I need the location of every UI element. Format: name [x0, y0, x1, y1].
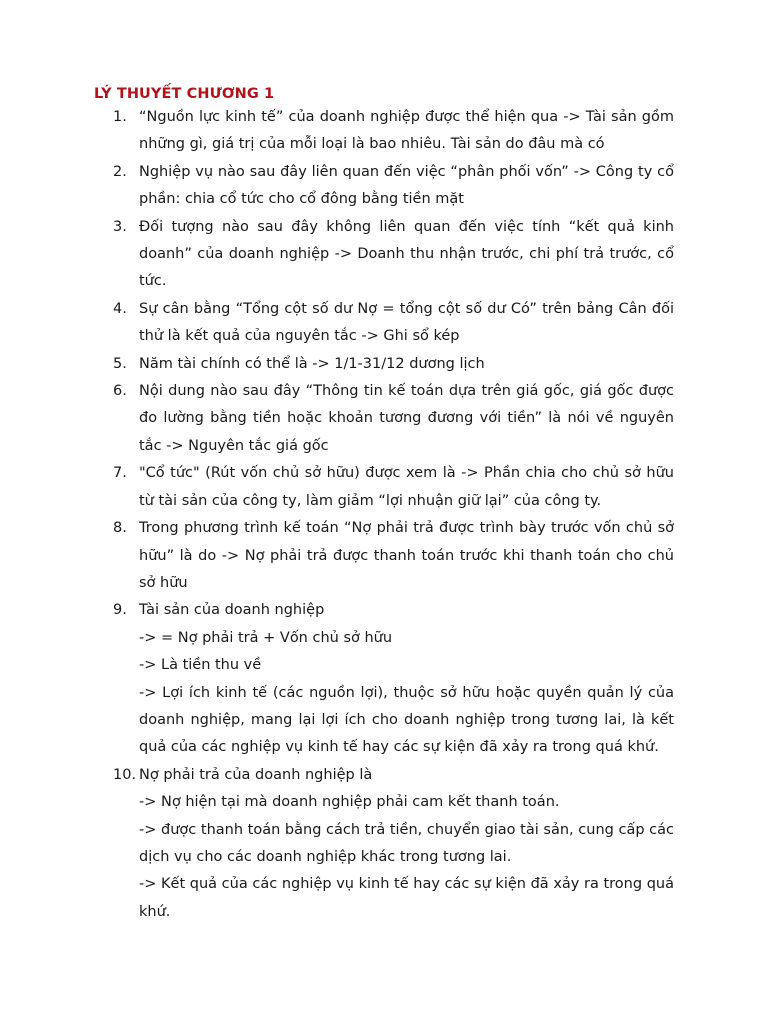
- item-line: -> Lợi ích kinh tế (các nguồn lợi), thuộc sở hữu hoặc quyền quản lý của doanh nghiệp, mang lại lợi ích cho doanh nghiệp trong tương lai, là kết quả của các nghiệp vụ kinh tế hay các sự kiện đã xảy ra trong quá khứ.: [139, 684, 674, 756]
- question-list: [0, 104, 768, 926]
- item-line: Tài sản của doanh nghiệp: [139, 602, 325, 619]
- list-item-2: [0, 159, 768, 214]
- item-line: -> Là tiền thu về: [139, 657, 262, 674]
- item-number: 10.: [113, 766, 137, 783]
- item-number: 2.: [113, 163, 127, 180]
- item-number: 6.: [113, 383, 127, 400]
- list-item-9: [0, 597, 768, 761]
- item-number: 8.: [113, 520, 127, 537]
- list-item-6: [0, 378, 768, 460]
- document-title: LÝ THUYẾT CHƯƠNG 1: [94, 86, 275, 102]
- item-text: "Cổ tức" (Rút vốn chủ sở hữu) được xem là -> Phần chia cho chủ sở hữu từ tài sản của công ty, làm giảm “lợi nhuận giữ lại” của công ty.: [139, 465, 674, 509]
- item-line: -> = Nợ phải trả + Vốn chủ sở hữu: [139, 629, 393, 646]
- item-line: -> Kết quả của các nghiệp vụ kinh tế hay các sự kiện đã xảy ra trong quá khứ.: [139, 876, 674, 920]
- item-number: 4.: [113, 300, 127, 317]
- item-text: Nghiệp vụ nào sau đây liên quan đến việc “phân phối vốn” -> Công ty cổ phần: chia cổ tức cho cổ đông bằng tiền mặt: [139, 163, 674, 208]
- item-line: -> Nợ hiện tại mà doanh nghiệp phải cam kết thanh toán.: [139, 794, 560, 811]
- list-item-3: [0, 214, 768, 296]
- item-text: Đối tượng nào sau đây không liên quan đến việc tính “kết quả kinh doanh” của doanh nghiệp -> Doanh thu nhận trước, chi phí trả trước, cổ tức.: [139, 218, 674, 290]
- item-line: Nợ phải trả của doanh nghiệp là: [139, 766, 373, 783]
- item-text: Nội dung nào sau đây “Thông tin kế toán dựa trên giá gốc, giá gốc được đo lường bằng tiền hoặc khoản tương đương với tiền” là nói về nguyên tắc -> Nguyên tắc giá gốc: [139, 383, 674, 454]
- item-number: 7.: [113, 465, 127, 482]
- list-item-1: [0, 104, 768, 159]
- list-item-5: [0, 351, 768, 378]
- item-text: Năm tài chính có thể là -> 1/1-31/12 dương lịch: [139, 355, 485, 372]
- item-text: “Nguồn lực kinh tế” của doanh nghiệp được thể hiện qua -> Tài sản gồm những gì, giá trị của mỗi loại là bao nhiêu. Tài sản do đâu mà có: [139, 109, 674, 153]
- item-number: 5.: [113, 355, 127, 372]
- item-text: Sự cân bằng “Tổng cột số dư Nợ = tổng cột số dư Có” trên bảng Cân đối thử là kết quả của nguyên tắc -> Ghi sổ kép: [139, 300, 674, 345]
- list-item-7: [0, 460, 768, 515]
- list-item-4: [0, 296, 768, 351]
- item-number: 9.: [113, 602, 127, 619]
- item-line: -> được thanh toán bằng cách trả tiền, chuyển giao tài sản, cung cấp các dịch vụ cho các doanh nghiệp khác trong tương lai.: [139, 821, 674, 865]
- item-number: 3.: [113, 218, 127, 235]
- list-item-8: [0, 515, 768, 597]
- item-number: 1.: [113, 109, 127, 125]
- item-text-block: [139, 597, 674, 761]
- item-text-block: [139, 762, 674, 926]
- list-item-10: [0, 762, 768, 926]
- item-text: Trong phương trình kế toán “Nợ phải trả được trình bày trước vốn chủ sở hữu” là do -> Nợ phải trả được thanh toán trước khi thanh toán cho chủ sở hữu: [139, 520, 674, 591]
